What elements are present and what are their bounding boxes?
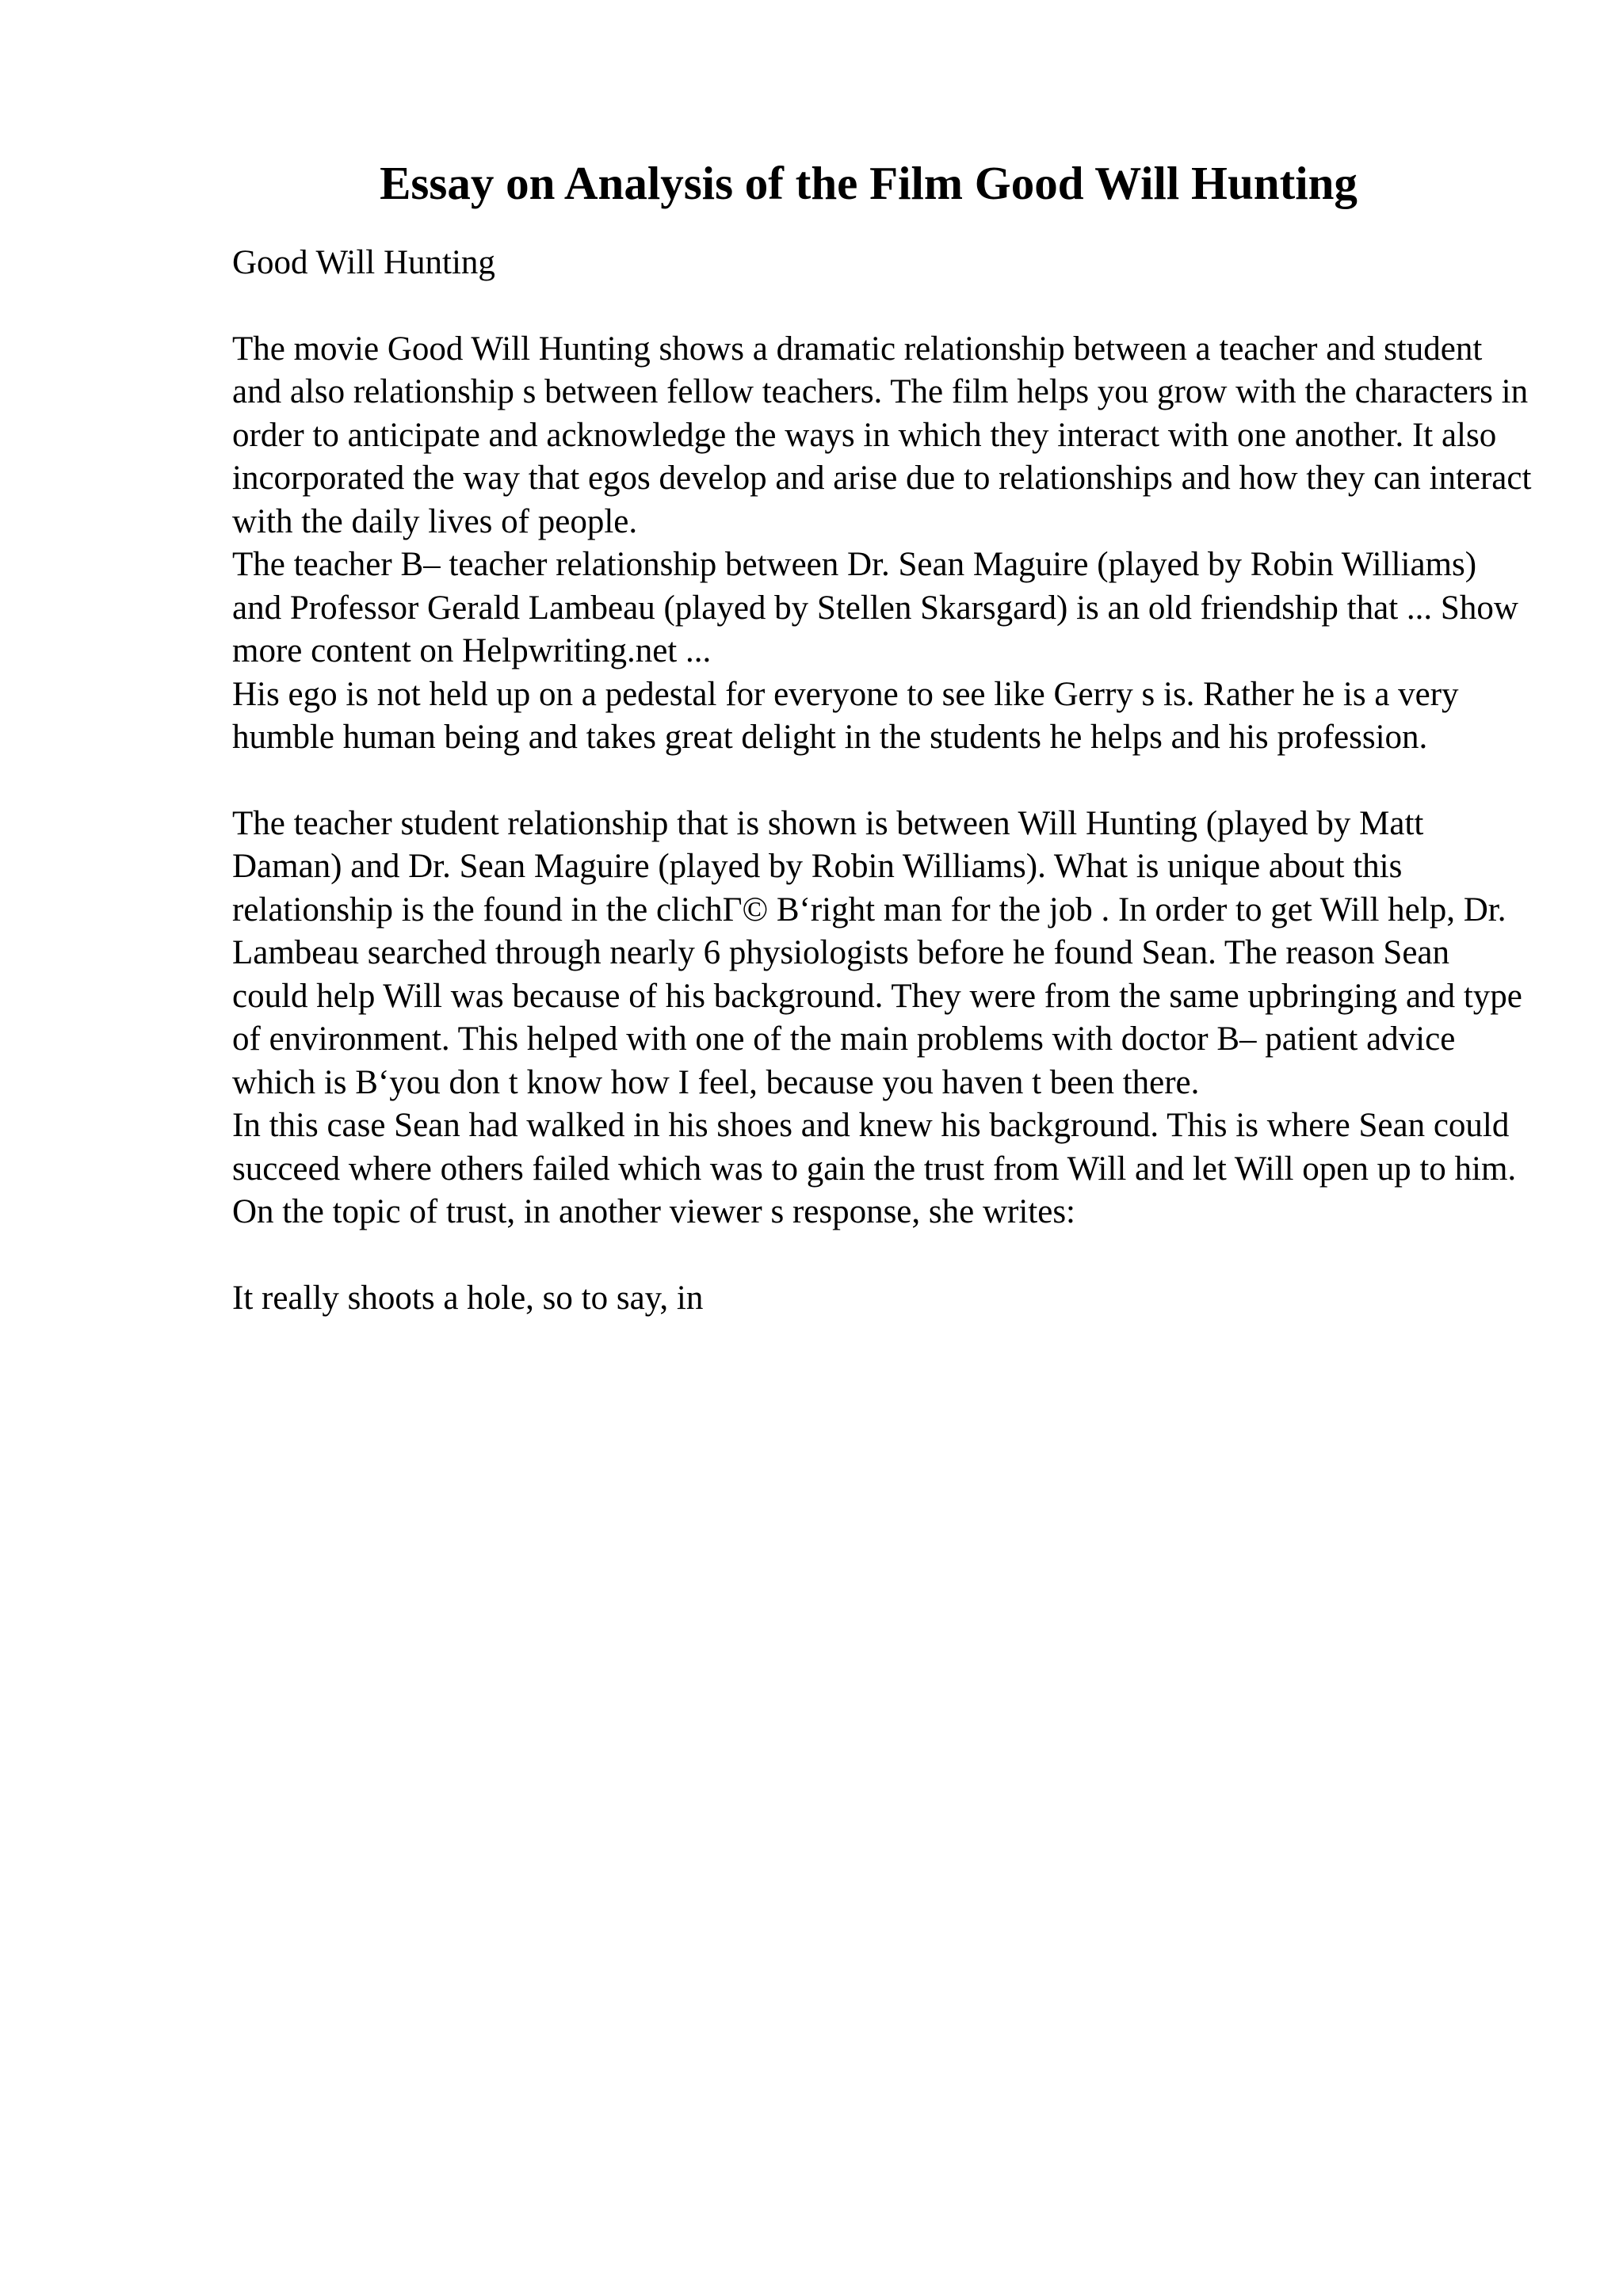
body-paragraph: It really shoots a hole, so to say, in [232, 1279, 704, 1317]
body-paragraph: His ego is not held up on a pedestal for everyone to see like Gerry s is. Rather he is a very humble human being and takes great delight in the students he helps and his profession. [232, 675, 1459, 756]
subtitle-paragraph: Good Will Hunting [232, 244, 495, 281]
body-paragraph: In this case Sean had walked in his shoes and knew his background. This is where Sean could succeed where others failed which was to gain the trust from Will and let Will open up to him. On the topic of trust, in another viewer s response, she writes: [232, 1107, 1517, 1230]
body-paragraph: The movie Good Will Hunting shows a dramatic relationship between a teacher and student and also relationship s between fellow teachers. The film helps you grow with the characters in order to anticipate and acknowledge the ways in which they interact with one another. It also incorporated the way that egos develop and arise due to relationships and how they can interact with the daily lives of people. [232, 330, 1532, 540]
body-paragraph: The teacher B– teacher relationship between Dr. Sean Maguire (played by Robin Williams) and Professor Gerald Lambeau (played by Stellen Skarsgard) is an old friendship that ... Show more content on Helpwriting.net ... [232, 546, 1518, 669]
document-body [232, 242, 1532, 1320]
document-title: Essay on Analysis of the Film Good Will Hunting [380, 157, 1358, 209]
body-paragraph: The teacher student relationship that is shown is between Will Hunting (played by Matt Daman) and Dr. Sean Maguire (played by Robin Williams). What is unique about this relationship is the found in the clichΓ© B‘right man for the job . In order to get Will help, Dr. Lambeau searched through nearly 6 physiologists before he found Sean. The reason Sean could help Will was because of his background. They were from the same upbringing and type of environment. This helped with one of the main problems with doctor B– patient advice which is B‘you don t know how I feel, because you haven t been there. [232, 804, 1522, 1101]
